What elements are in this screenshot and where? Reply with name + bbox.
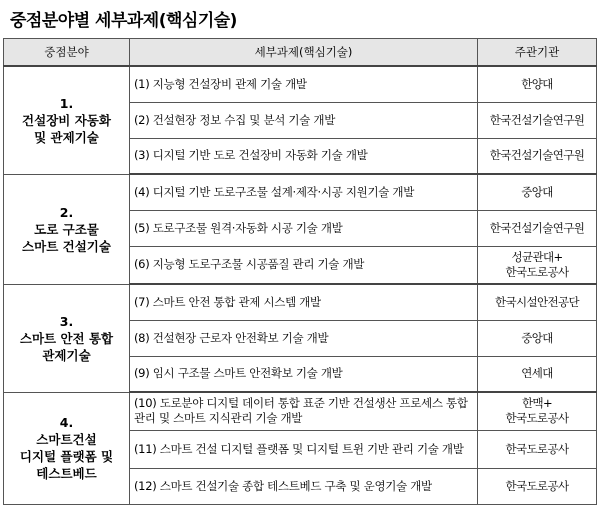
task-cell: (10) 도로분야 디지털 데이터 통합 표준 기반 건설생산 프로세스 통합 관리 및 스마트 지식관리 기술 개발 — [130, 392, 478, 430]
area-name: 도로 구조물 — [34, 221, 99, 237]
org-name: 성균관대+ — [511, 249, 563, 264]
page-title: 중점분야별 세부과제(핵심기술) — [10, 11, 237, 31]
area-cell-2 — [4, 174, 130, 284]
task-cell: (5) 도로구조물 원격·자동화 시공 기술 개발 — [130, 210, 478, 246]
org-cell: 한국건설기술연구원 — [478, 210, 597, 246]
org-cell: 한국도로공사 — [478, 468, 597, 504]
org-cell — [478, 392, 597, 430]
area-name: 스마트건설 — [36, 432, 97, 447]
area-number: 1. — [59, 95, 74, 111]
area-number: 2. — [59, 204, 74, 220]
table-row — [4, 392, 597, 430]
org-cell: 한국건설기술연구원 — [478, 138, 597, 174]
area-number: 4. — [59, 415, 74, 430]
org-name: 한맥+ — [521, 396, 553, 411]
task-cell: (9) 임시 구조물 스마트 안전확보 기술 개발 — [130, 356, 478, 392]
table-row — [4, 284, 597, 320]
org-name: 한국도로공사 — [505, 411, 569, 426]
table-row — [4, 174, 597, 210]
area-name: 관제기술 — [42, 347, 91, 363]
task-cell: (1) 지능형 건설장비 관제 기술 개발 — [130, 66, 478, 102]
org-cell: 한국건설기술연구원 — [478, 102, 597, 138]
area-number: 3. — [59, 313, 74, 329]
org-cell: 연세대 — [478, 356, 597, 392]
org-cell: 중앙대 — [478, 320, 597, 356]
tasks-table — [3, 38, 597, 505]
area-cell-3 — [4, 284, 130, 392]
task-cell: (4) 디지털 기반 도로구조물 설계·제작·시공 지원기술 개발 — [130, 174, 478, 210]
area-name: 테스트베드 — [36, 466, 97, 481]
task-cell: (6) 지능형 도로구조물 시공품질 관리 기술 개발 — [130, 246, 478, 284]
header-org: 주관기관 — [478, 39, 597, 67]
org-cell: 한양대 — [478, 66, 597, 102]
task-cell: (7) 스마트 안전 통합 관제 시스템 개발 — [130, 284, 478, 320]
area-cell-4 — [4, 392, 130, 504]
org-name: 한국도로공사 — [505, 264, 569, 279]
org-cell: 한국도로공사 — [478, 430, 597, 468]
org-cell — [478, 246, 597, 284]
area-name: 스마트 건설기술 — [22, 238, 111, 254]
task-cell: (11) 스마트 건설 디지털 플랫폼 및 디지털 트윈 기반 관리 기술 개발 — [130, 430, 478, 468]
org-cell: 한국시설안전공단 — [478, 284, 597, 320]
table-row — [4, 66, 597, 102]
task-cell: (8) 건설현장 근로자 안전확보 기술 개발 — [130, 320, 478, 356]
header-area: 중점분야 — [4, 39, 130, 67]
header-row — [4, 39, 597, 67]
area-name: 스마트 안전 통합 — [19, 330, 114, 346]
area-name: 및 관제기술 — [34, 129, 99, 145]
area-cell-1 — [4, 66, 130, 174]
org-cell: 중앙대 — [478, 174, 597, 210]
area-name: 건설장비 자동화 — [22, 112, 111, 128]
area-name: 디지털 플랫폼 및 — [19, 449, 114, 464]
task-cell: (2) 건설현장 정보 수집 및 분석 기술 개발 — [130, 102, 478, 138]
header-task: 세부과제(핵심기술) — [130, 39, 478, 67]
task-cell: (3) 디지털 기반 도로 건설장비 자동화 기술 개발 — [130, 138, 478, 174]
task-cell: (12) 스마트 건설기술 종합 테스트베드 구축 및 운영기술 개발 — [130, 468, 478, 504]
